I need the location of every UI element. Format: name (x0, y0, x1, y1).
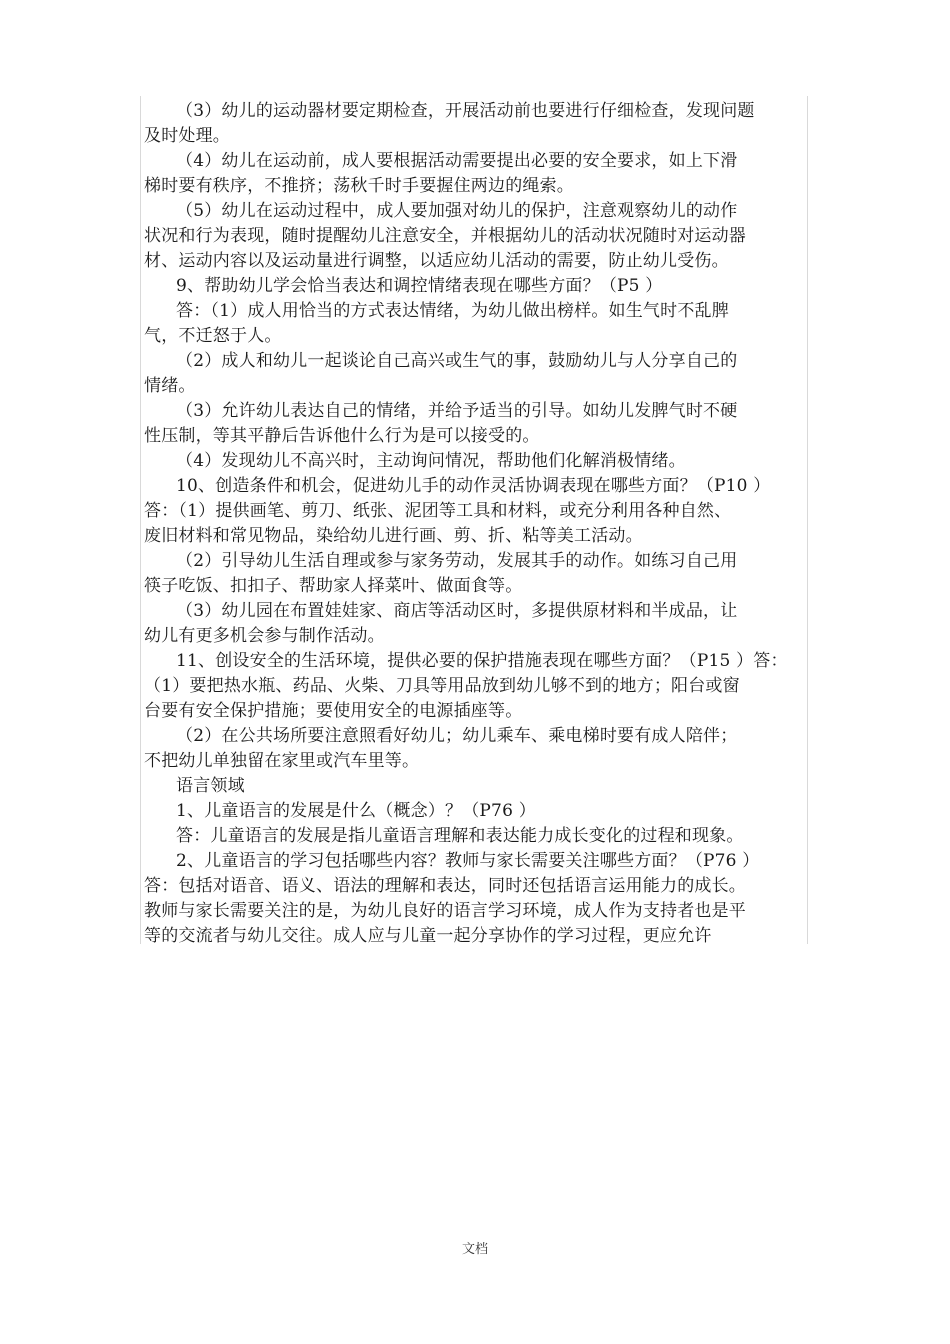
text-line: 气，不迁怒于人。 (144, 326, 282, 346)
text-line: （4）发现幼儿不高兴时，主动询问情况，帮助他们化解消极情绪。 (176, 451, 686, 471)
text-line: （1）要把热水瓶、药品、火柴、刀具等用品放到幼儿够不到的地方；阳台或窗 (144, 676, 740, 696)
question-heading: 2、儿童语言的学习包括哪些内容？教师与家长需要关注哪些方面？（P76 ） (176, 851, 760, 871)
question-heading: 9、帮助幼儿学会恰当表达和调控情绪表现在哪些方面？（P5 ） (176, 276, 663, 296)
text-line: （2）成人和幼儿一起谈论自己高兴或生气的事，鼓励幼儿与人分享自己的 (176, 351, 738, 371)
text-line: （5）幼儿在运动过程中，成人要加强对幼儿的保护，注意观察幼儿的动作 (176, 201, 738, 221)
text-line: （3）允许幼儿表达自己的情绪，并给予适当的引导。如幼儿发脾气时不硬 (176, 401, 738, 421)
text-line: 及时处理。 (144, 126, 230, 146)
question-heading: 10、创造条件和机会，促进幼儿手的动作灵活协调表现在哪些方面？（P10 ） (176, 476, 771, 496)
text-line: 状况和行为表现，随时提醒幼儿注意安全，并根据幼儿的活动状况随时对运动器 (144, 226, 746, 246)
text-line: 梯时要有秩序，不推挤；荡秋千时手要握住两边的绳索。 (144, 176, 574, 196)
text-line: 教师与家长需要关注的是，为幼儿良好的语言学习环境，成人作为支持者也是平 (144, 901, 746, 921)
text-line: 等的交流者与幼儿交往。成人应与儿童一起分享协作的学习过程，更应允许 (144, 926, 712, 946)
text-line: 筷子吃饭、扣扣子、帮助家人择菜叶、做面食等。 (144, 576, 523, 596)
text-line: 性压制，等其平静后告诉他什么行为是可以接受的。 (144, 426, 540, 446)
text-line: 台要有安全保护措施；要使用安全的电源插座等。 (144, 701, 523, 721)
section-heading: 语言领域 (176, 776, 245, 796)
question-heading: 1、儿童语言的发展是什么（概念）？（P76 ） (176, 801, 536, 821)
page-footer: 文档 (461, 1242, 488, 1257)
text-line: 答：包括对语音、语义、语法的理解和表达，同时还包括语言运用能力的成长。 (144, 876, 746, 896)
text-line: 不把幼儿单独留在家里或汽车里等。 (144, 751, 420, 771)
text-line: 幼儿有更多机会参与制作活动。 (144, 626, 385, 646)
text-line: 材、运动内容以及运动量进行调整，以适应幼儿活动的需要，防止幼儿受伤。 (144, 251, 729, 271)
text-line: （3）幼儿的运动器材要定期检查，开展活动前也要进行仔细检查，发现问题 (176, 101, 755, 121)
text-line: 废旧材料和常见物品，染给幼儿进行画、剪、折、粘等美工活动。 (144, 526, 643, 546)
text-line: （2）引导幼儿生活自理或参与家务劳动，发展其手的动作。如练习自己用 (176, 551, 738, 571)
text-line: 答：（1）提供画笔、剪刀、纸张、泥团等工具和材料，或充分利用各种自然、 (144, 501, 732, 521)
text-line: （4）幼儿在运动前，成人要根据活动需要提出必要的安全要求，如上下滑 (176, 151, 738, 171)
question-heading: 11、创设安全的生活环境，提供必要的保护措施表现在哪些方面？（P15 ）答： (176, 651, 788, 671)
text-line: 情绪。 (144, 376, 196, 396)
text-line: （3）幼儿园在布置娃娃家、商店等活动区时，多提供原材料和半成品，让 (176, 601, 738, 621)
text-line: （2）在公共场所要注意照看好幼儿；幼儿乘车、乘电梯时要有成人陪伴； (176, 726, 738, 746)
text-line: 答：（1）成人用恰当的方式表达情绪，为幼儿做出榜样。如生气时不乱脾 (176, 301, 729, 321)
text-line: 答：儿童语言的发展是指儿童语言理解和表达能力成长变化的过程和现象。 (176, 826, 744, 846)
